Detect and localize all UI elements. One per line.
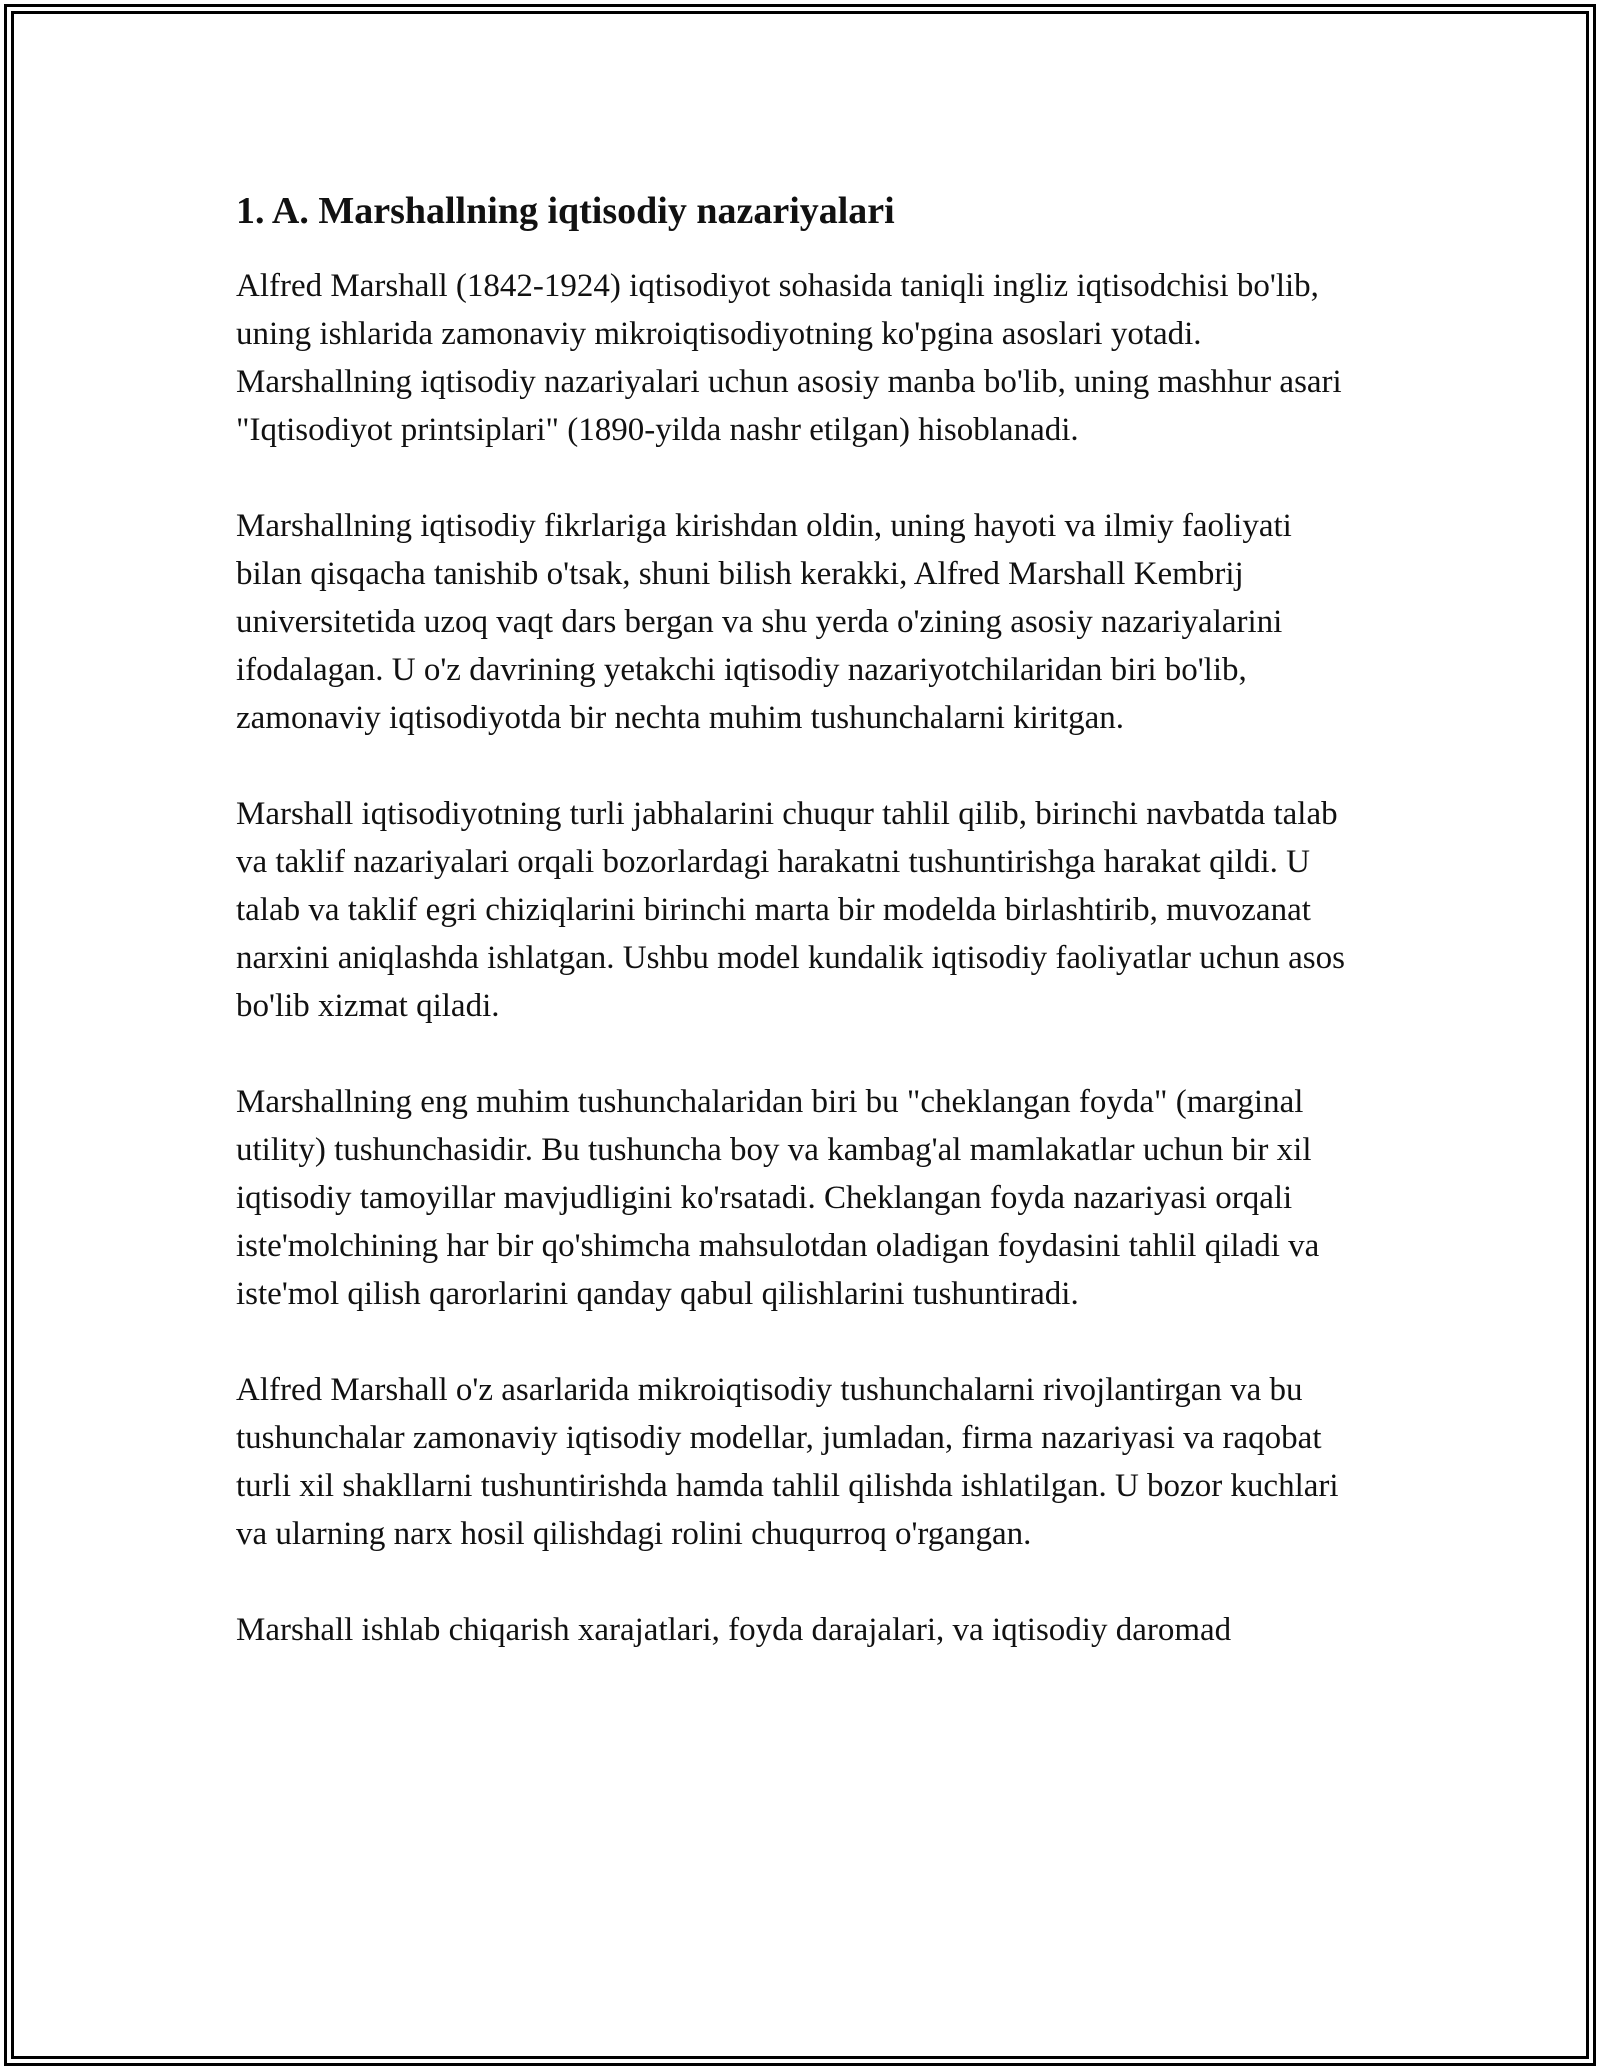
paragraph-1: Alfred Marshall (1842-1924) iqtisodiyot sohasida taniqli ingliz iqtisodchisi bo'lib, uning ishlarida zamonaviy mikroiqtisodiyotning ko'pgina asoslari yotadi. Marshallning iqtisodiy nazariyalari uchun asosiy manba bo'lib, uning mashhur asari "Iqtisodiyot printsiplari" (1890-yilda nashr etilgan) hisoblanadi. [236,268,1342,448]
paragraph-2: Marshallning iqtisodiy fikrlariga kirishdan oldin, uning hayoti va ilmiy faoliyati bilan qisqacha tanishib o'tsak, shuni bilish kerakki, Alfred Marshall Kembrij universitetida uzoq vaqt dars bergan va shu yerda o'zining asosiy nazariyalarini ifodalagan. U o'z davrining yetakchi iqtisodiy nazariyotchilaridan biri bo'lib, zamonaviy iqtisodiyotda bir nechta muhim tushunchalarni kiritgan. [236,508,1292,736]
paragraph-6: Marshall ishlab chiqarish xarajatlari, foyda darajalari, va iqtisodiy daromad [236,1612,1232,1648]
page-title: 1. A. Marshallning iqtisodiy nazariyalari [236,190,895,232]
paragraph-4: Marshallning eng muhim tushunchalaridan biri bu "cheklangan foyda" (marginal utility) tushunchasidir. Bu tushuncha boy va kambag'al mamlakatlar uchun bir xil iqtisodiy tamoyillar mavjudligini ko'rsatadi. Cheklangan foyda nazariyasi orqali iste'molchining har bir qo'shimcha mahsulotdan oladigan foydasini tahlil qiladi va iste'mol qilish qarorlarini qanday qabul qilishlarini tushuntiradi. [236,1084,1320,1312]
paragraph-5: Alfred Marshall o'z asarlarida mikroiqtisodiy tushunchalarni rivojlantirgan va bu tushunchalar zamonaviy iqtisodiy modellar, jumladan, firma nazariyasi va raqobat turli xil shakllarni tushuntirishda hamda tahlil qilishda ishlatilgan. U bozor kuchlari va ularning narx hosil qilishdagi rolini chuqurroq o'rgangan. [236,1372,1339,1552]
document-body [236,186,1366,1702]
paragraph-3: Marshall iqtisodiyotning turli jabhalarini chuqur tahlil qilib, birinchi navbatda talab va taklif nazariyalari orqali bozorlardagi harakatni tushuntirishga harakat qildi. U talab va taklif egri chiziqlarini birinchi marta bir modelda birlashtirib, muvozanat narxini aniqlashda ishlatgan. Ushbu model kundalik iqtisodiy faoliyatlar uchun asos bo'lib xizmat qiladi. [236,796,1345,1024]
